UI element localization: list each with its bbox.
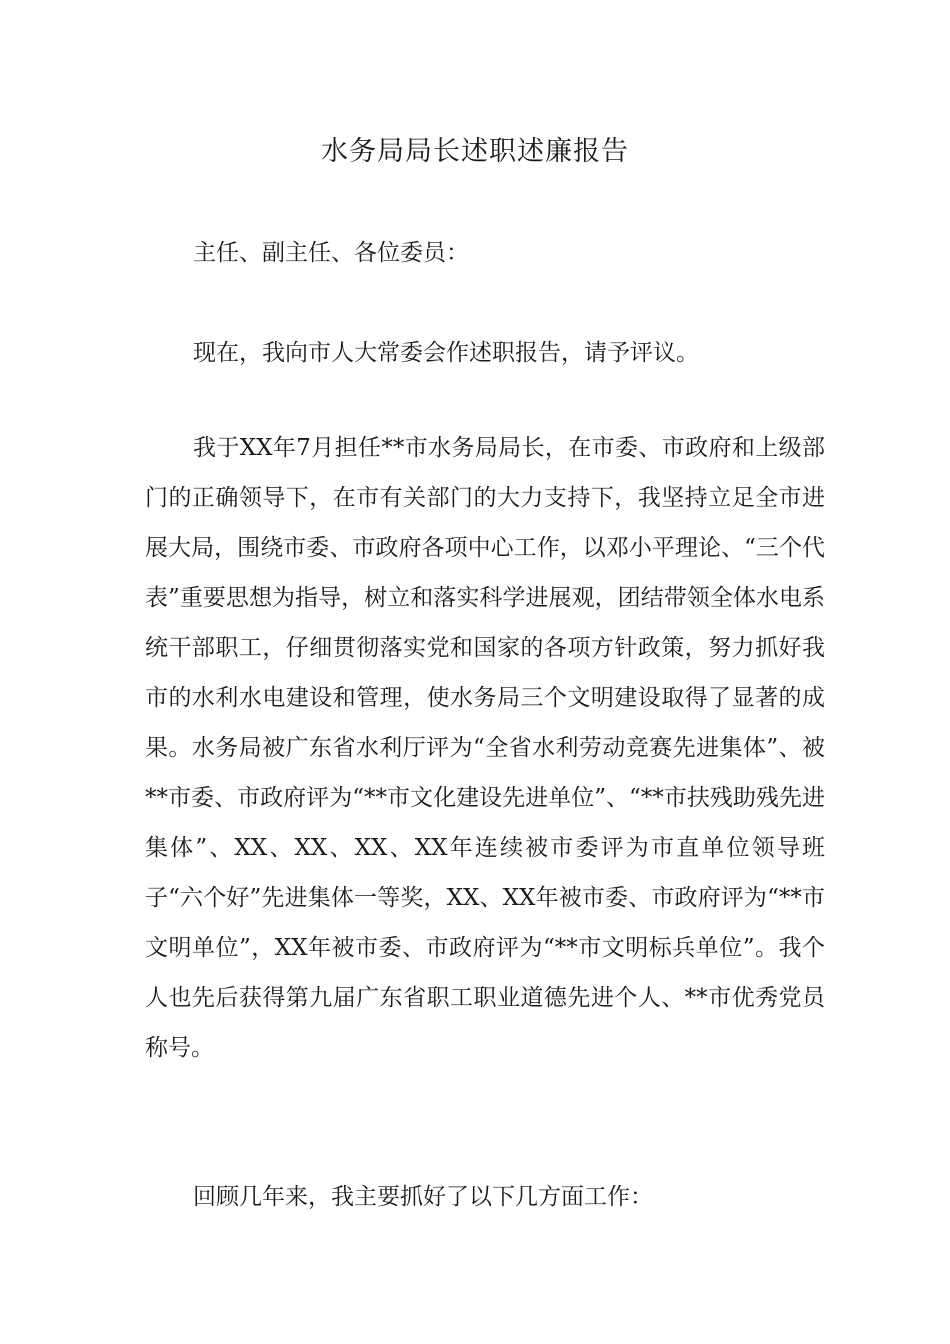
review-paragraph: 回顾几年来，我主要抓好了以下几方面工作： bbox=[193, 1184, 653, 1210]
body-paragraph: 我于XX年7月担任**市水务局局长，在市委、市政府和上级部门的正确领导下，在市有关部门的大力支持下，我坚持立足全市进展大局，围绕市委、市政府各项中心工作，以邓小平理论、“三个代表”重要思想为指导，树立和落实科学进展观，团结带领全体水电系统干部职工，仔细贯彻落实党和国家的各项方针政策，努力抓好我市的水利水电建设和管理，使水务局三个文明建设取得了显著的成果。水务局被广东省水利厅评为“全省水利劳动竞赛先进集体”、被**市委、市政府评为“**市文化建设先进单位”、“**市扶残助残先进集体”、XX、XX、XX、XX年连续被市委评为市直单位领导班子“六个好”先进集体一等奖，XX、XX年被市委、市政府评为“**市文明单位”，XX年被市委、市政府评为“**市文明标兵单位”。我个人也先后获得第九届广东省职工职业道德先进个人、**市优秀党员称号。 bbox=[145, 435, 825, 1061]
document-title: 水务局局长述职述廉报告 bbox=[321, 136, 629, 167]
salutation-paragraph: 主任、副主任、各位委员： bbox=[193, 240, 469, 266]
intro-paragraph: 现在，我向市人大常委会作述职报告，请予评议。 bbox=[193, 340, 699, 366]
